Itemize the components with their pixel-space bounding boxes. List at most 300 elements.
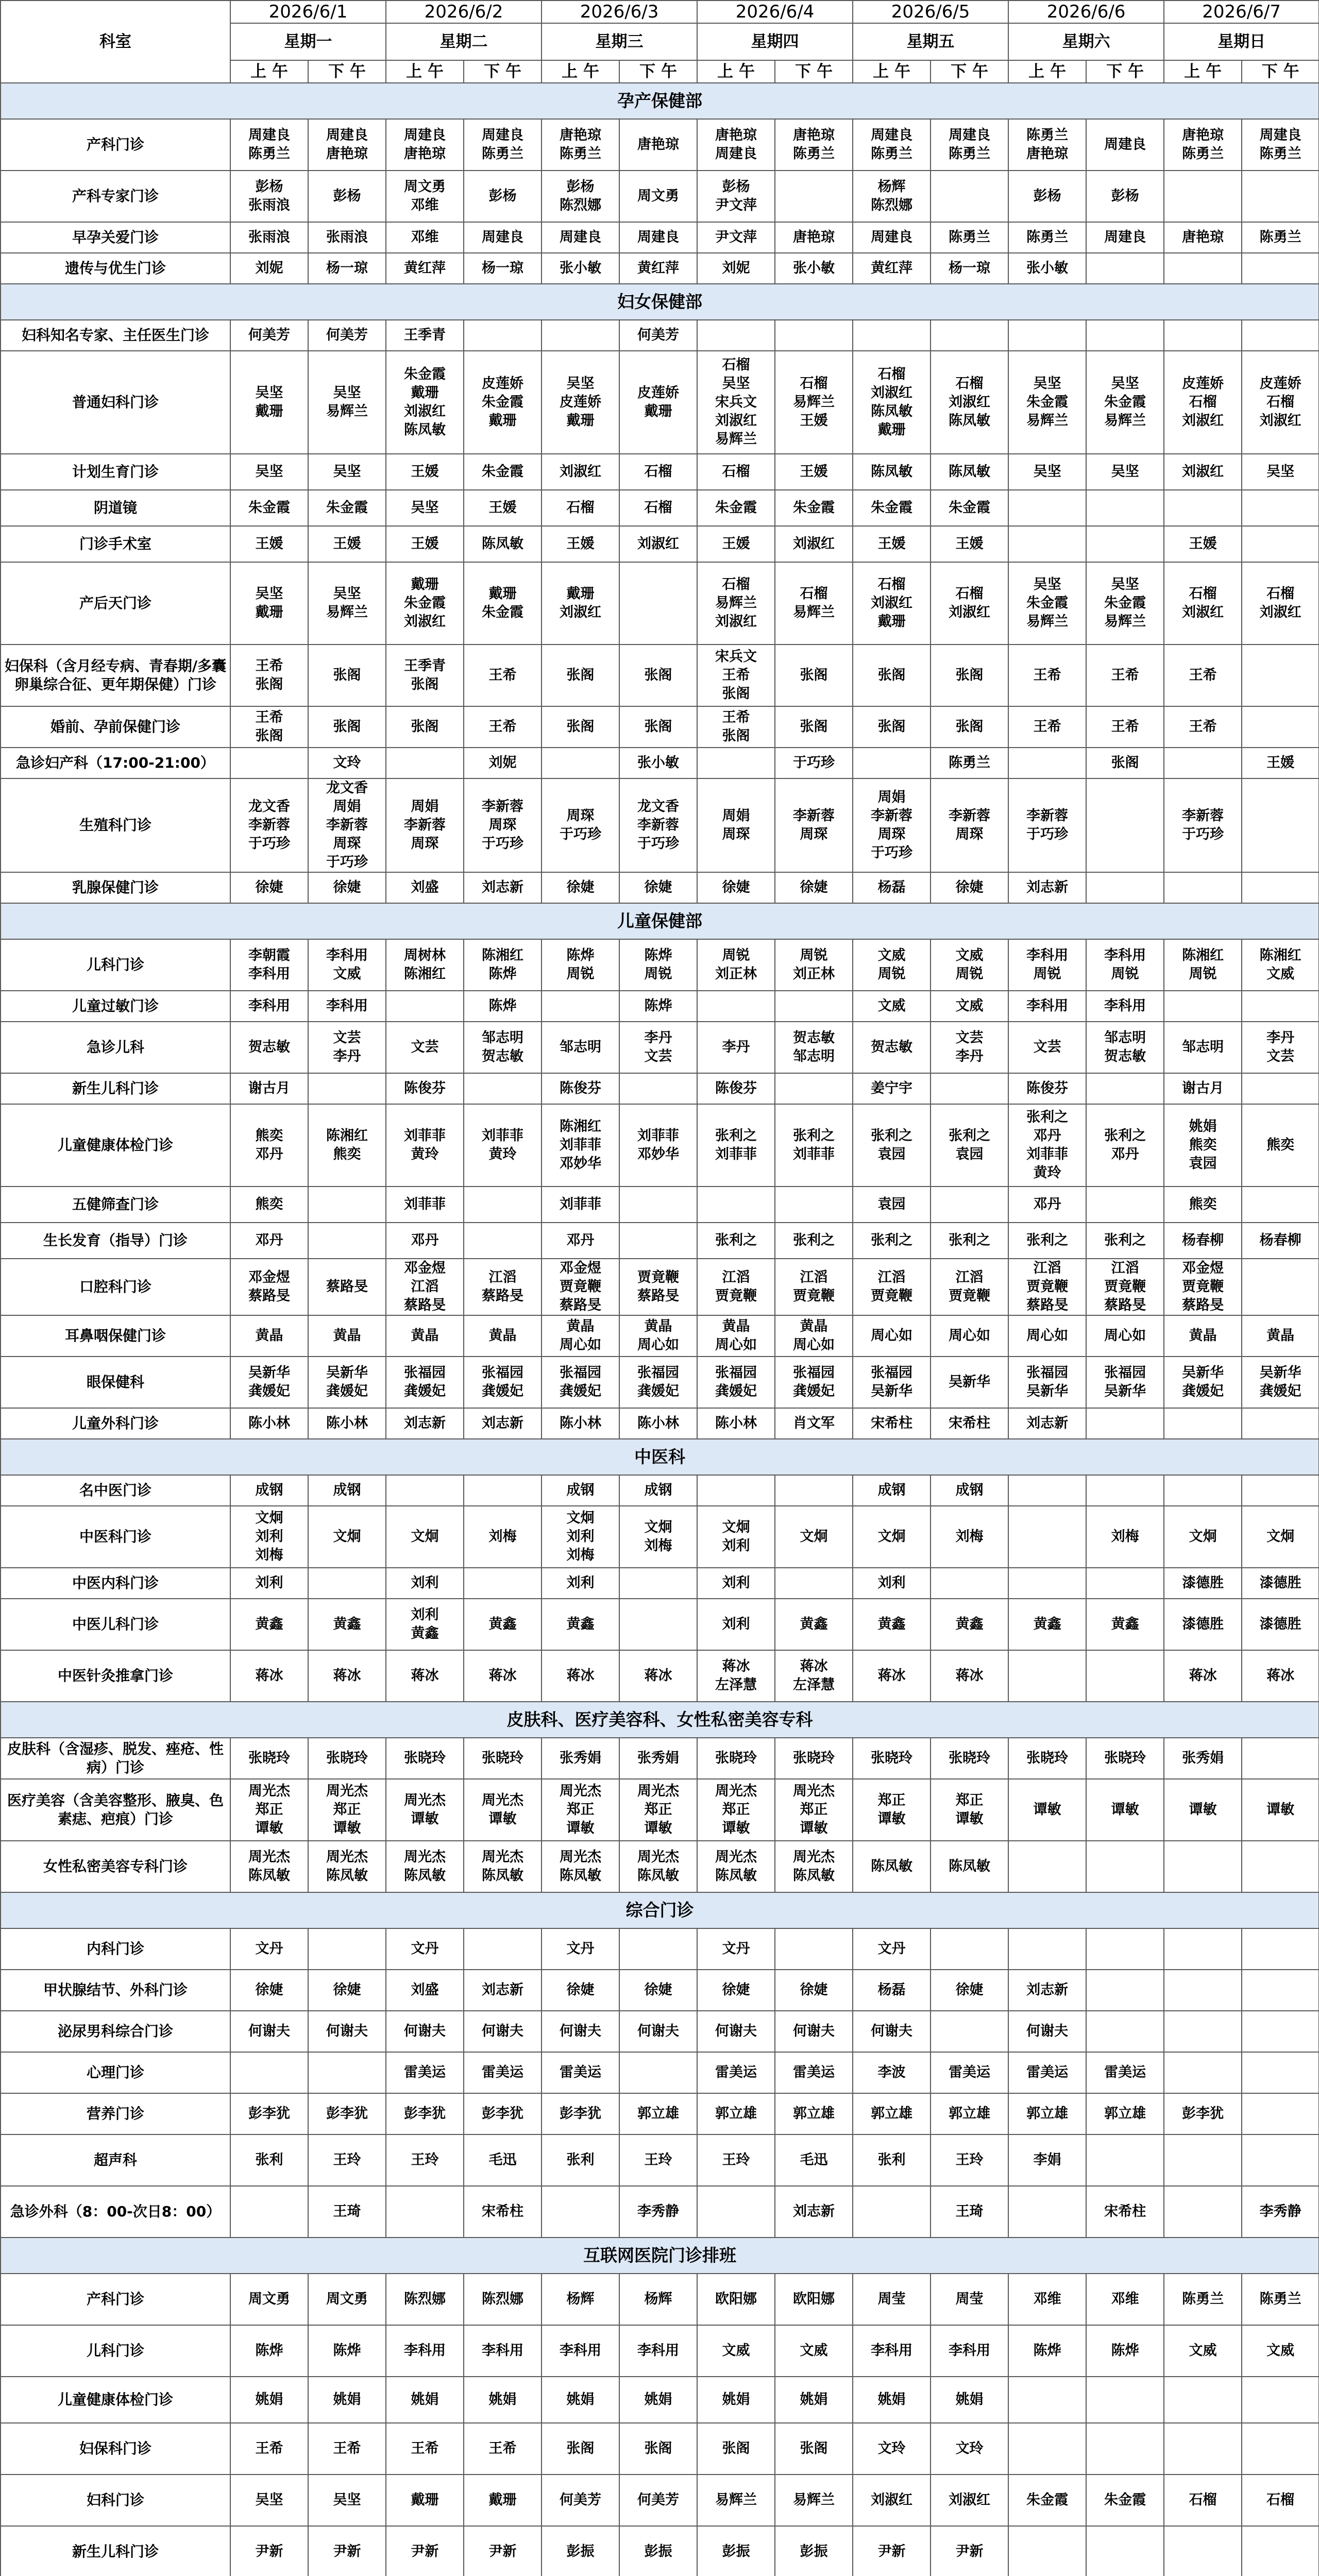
doctor-cell: 文玲	[931, 2423, 1008, 2475]
doctor-cell: 刘利	[230, 1568, 308, 1599]
doctor-cell: 吴坚 易辉兰	[308, 562, 386, 645]
doctor-cell: 刘志新	[1008, 872, 1086, 903]
doctor-cell	[308, 1568, 386, 1599]
doctor-cell	[1242, 171, 1319, 222]
doctor-cell: 邓金煜 贾竟鞭 蔡路旻	[542, 1259, 619, 1315]
doctor-cell: 戴珊	[464, 2475, 542, 2526]
doctor-cell: 刘志新	[775, 2186, 853, 2238]
doctor-cell: 徐婕	[619, 872, 697, 903]
pm-header: 下 午	[464, 60, 542, 83]
doctor-cell: 陈勇兰 唐艳琼	[1008, 119, 1086, 171]
doctor-cell: 石榴	[1242, 2475, 1319, 2526]
doctor-cell	[1008, 1506, 1086, 1568]
doctor-cell: 周光杰 陈凤敏	[619, 1841, 697, 1892]
doctor-cell: 张晓玲	[853, 1738, 931, 1779]
doctor-cell	[1242, 645, 1319, 706]
schedule-row	[1, 171, 1319, 222]
department-name: 妇保科（含月经专病、青春期/多囊卵巢综合征、更年期保健）门诊	[1, 645, 230, 706]
doctor-cell: 徐婕	[308, 872, 386, 903]
doctor-cell	[1242, 2526, 1319, 2576]
doctor-cell: 文芸	[1008, 1022, 1086, 1073]
doctor-cell: 尹文萍	[697, 222, 775, 253]
doctor-cell: 龙文香 周娟 李新蓉 周琛 于巧珍	[308, 778, 386, 872]
pm-header: 下 午	[1242, 60, 1319, 83]
doctor-cell: 张阁	[931, 706, 1008, 748]
doctor-cell	[1242, 1259, 1319, 1315]
section-title: 互联网医院门诊排班	[1, 2238, 1319, 2274]
doctor-cell: 熊奕	[230, 1187, 308, 1223]
schedule-row	[1, 2134, 1319, 2186]
doctor-cell: 何谢夫	[230, 2011, 308, 2052]
doctor-cell: 宋兵文 王希 张阁	[697, 645, 775, 706]
doctor-cell: 张利之	[697, 1223, 775, 1259]
doctor-cell: 陈烨 周锐	[542, 939, 619, 991]
doctor-cell: 黄晶	[1242, 1315, 1319, 1357]
doctor-cell: 于巧珍	[775, 748, 853, 778]
doctor-cell: 周文勇	[230, 2274, 308, 2325]
doctor-cell: 贺志敏 邹志明	[775, 1022, 853, 1073]
doctor-cell: 周心如	[1086, 1315, 1164, 1357]
doctor-cell: 张晓玲	[308, 1738, 386, 1779]
doctor-cell: 文炯 刘利	[697, 1506, 775, 1568]
doctor-cell: 王媛	[386, 454, 464, 490]
doctor-cell: 刘菲菲	[386, 1187, 464, 1223]
doctor-cell: 黄鑫	[1086, 1599, 1164, 1650]
doctor-cell: 谭敏	[1086, 1779, 1164, 1841]
doctor-cell	[1242, 2377, 1319, 2423]
department-name: 女性私密美容专科门诊	[1, 1841, 230, 1892]
doctor-cell: 朱金霞	[775, 490, 853, 526]
weekday-header: 星期五	[853, 23, 1008, 60]
department-name: 儿童健康体检门诊	[1, 2377, 230, 2423]
doctor-cell: 刘志新	[464, 872, 542, 903]
doctor-cell: 王希	[464, 706, 542, 748]
schedule-row	[1, 562, 1319, 645]
doctor-cell: 何谢夫	[619, 2011, 697, 2052]
doctor-cell	[1164, 1928, 1242, 1970]
doctor-cell: 江滔 贾竟鞭	[775, 1259, 853, 1315]
doctor-cell: 张晓玲	[230, 1738, 308, 1779]
doctor-cell: 周娟 李新蓉 周琛	[386, 778, 464, 872]
doctor-cell: 成钢	[931, 1475, 1008, 1506]
department-name: 妇科知名专家、主任医生门诊	[1, 320, 230, 351]
schedule-row	[1, 1475, 1319, 1506]
doctor-cell: 张利之	[775, 1223, 853, 1259]
doctor-cell: 吴新华	[931, 1357, 1008, 1408]
doctor-cell: 王媛	[697, 526, 775, 562]
department-name: 阴道镜	[1, 490, 230, 526]
doctor-cell	[1242, 872, 1319, 903]
weekday-header: 星期一	[230, 23, 386, 60]
doctor-cell	[775, 320, 853, 351]
weekday-header: 星期二	[386, 23, 542, 60]
doctor-cell	[1242, 320, 1319, 351]
date-header: 2026/6/4	[697, 1, 853, 23]
doctor-cell	[1086, 1650, 1164, 1702]
doctor-cell: 李科用	[619, 2325, 697, 2377]
doctor-cell: 郑正 谭敏	[853, 1779, 931, 1841]
doctor-cell: 文炯	[386, 1506, 464, 1568]
doctor-cell: 石榴	[619, 454, 697, 490]
schedule-row	[1, 2093, 1319, 2134]
date-header: 2026/6/2	[386, 1, 542, 23]
doctor-cell: 周莹	[853, 2274, 931, 2325]
doctor-cell: 文炯 刘利 刘梅	[542, 1506, 619, 1568]
doctor-cell: 徐婕	[697, 1970, 775, 2011]
doctor-cell: 陈烨	[1086, 2325, 1164, 2377]
doctor-cell	[464, 1928, 542, 1970]
doctor-cell: 朱金霞	[697, 490, 775, 526]
doctor-cell: 王媛	[931, 526, 1008, 562]
doctor-cell: 陈烨 周锐	[619, 939, 697, 991]
doctor-cell	[1242, 1408, 1319, 1439]
doctor-cell: 徐婕	[697, 872, 775, 903]
doctor-cell: 郭立雄	[619, 2093, 697, 2134]
doctor-cell	[697, 991, 775, 1022]
doctor-cell	[1086, 253, 1164, 284]
doctor-cell: 刘利	[697, 1568, 775, 1599]
doctor-cell: 宋希柱	[1086, 2186, 1164, 2238]
doctor-cell: 吴坚 朱金霞 易辉兰	[1008, 562, 1086, 645]
doctor-cell: 文炯	[1242, 1506, 1319, 1568]
doctor-cell: 吴坚	[1008, 454, 1086, 490]
doctor-cell	[1086, 778, 1164, 872]
doctor-cell: 王媛	[775, 454, 853, 490]
doctor-cell: 何谢夫	[464, 2011, 542, 2052]
doctor-cell	[775, 1187, 853, 1223]
schedule-row	[1, 1738, 1319, 1779]
doctor-cell: 彭振	[542, 2526, 619, 2576]
department-name: 中医儿科门诊	[1, 1599, 230, 1650]
am-header: 上 午	[230, 60, 308, 83]
doctor-cell: 陈凤敏	[853, 454, 931, 490]
doctor-cell: 张福园 吴新华	[1086, 1357, 1164, 1408]
doctor-cell: 文威	[853, 991, 931, 1022]
doctor-cell: 尹新	[386, 2526, 464, 2576]
department-name: 营养门诊	[1, 2093, 230, 2134]
am-header: 上 午	[697, 60, 775, 83]
doctor-cell	[853, 320, 931, 351]
doctor-cell: 周心如	[1008, 1315, 1086, 1357]
doctor-cell: 王希	[464, 645, 542, 706]
doctor-cell: 刘志新	[464, 1970, 542, 2011]
doctor-cell: 姚娟	[775, 2377, 853, 2423]
doctor-cell: 张晓玲	[697, 1738, 775, 1779]
doctor-cell: 朱金霞	[853, 490, 931, 526]
section-title: 妇女保健部	[1, 284, 1319, 320]
doctor-cell: 彭杨	[1086, 171, 1164, 222]
doctor-cell: 彭李犹	[1164, 2093, 1242, 2134]
doctor-cell	[1242, 1073, 1319, 1104]
doctor-cell: 尹新	[853, 2526, 931, 2576]
doctor-cell	[1008, 1841, 1086, 1892]
department-name: 儿童过敏门诊	[1, 991, 230, 1022]
doctor-cell: 周建良 陈勇兰	[230, 119, 308, 171]
doctor-cell: 文芸	[386, 1022, 464, 1073]
doctor-cell: 郭立雄	[853, 2093, 931, 2134]
doctor-cell: 刘淑红	[853, 2475, 931, 2526]
doctor-cell: 何美芳	[308, 320, 386, 351]
doctor-cell: 文炯	[853, 1506, 931, 1568]
am-header: 上 午	[853, 60, 931, 83]
doctor-cell: 石榴	[697, 454, 775, 490]
doctor-cell: 陈烨	[308, 2325, 386, 2377]
department-name: 门诊手术室	[1, 526, 230, 562]
department-name: 产科门诊	[1, 119, 230, 171]
doctor-cell: 谢古月	[1164, 1073, 1242, 1104]
doctor-cell: 周文勇	[619, 171, 697, 222]
doctor-cell: 陈俊芬	[386, 1073, 464, 1104]
doctor-cell: 杨春柳	[1242, 1223, 1319, 1259]
doctor-cell: 刘志新	[464, 1408, 542, 1439]
doctor-cell: 张阁	[853, 645, 931, 706]
doctor-cell: 刘淑红	[542, 454, 619, 490]
doctor-cell: 文炯	[308, 1506, 386, 1568]
doctor-cell	[1242, 1475, 1319, 1506]
doctor-cell	[931, 1568, 1008, 1599]
date-header: 2026/6/7	[1164, 1, 1319, 23]
doctor-cell	[464, 1187, 542, 1223]
doctor-cell: 蒋冰	[1242, 1650, 1319, 1702]
doctor-cell: 周锐 刘正林	[775, 939, 853, 991]
doctor-cell: 陈小林	[230, 1408, 308, 1439]
doctor-cell: 张福园 龚媛妃	[697, 1357, 775, 1408]
doctor-cell	[1164, 320, 1242, 351]
doctor-cell: 熊奕	[1164, 1187, 1242, 1223]
date-header: 2026/6/3	[542, 1, 697, 23]
pm-header: 下 午	[308, 60, 386, 83]
doctor-cell: 刘菲菲 黄玲	[386, 1104, 464, 1187]
doctor-cell: 王媛	[1242, 748, 1319, 778]
doctor-cell: 朱金霞	[230, 490, 308, 526]
pm-header: 下 午	[931, 60, 1008, 83]
doctor-cell: 谢古月	[230, 1073, 308, 1104]
doctor-cell: 李新蓉 周琛 于巧珍	[464, 778, 542, 872]
doctor-cell: 文玲	[853, 2423, 931, 2475]
doctor-cell: 王希	[1086, 706, 1164, 748]
doctor-cell: 何谢夫	[1008, 2011, 1086, 2052]
department-name: 婚前、孕前保健门诊	[1, 706, 230, 748]
doctor-cell: 蒋冰	[853, 1650, 931, 1702]
doctor-cell: 李科用 文威	[308, 939, 386, 991]
doctor-cell	[775, 171, 853, 222]
doctor-cell: 宋希柱	[931, 1408, 1008, 1439]
doctor-cell: 邹志明	[542, 1022, 619, 1073]
doctor-cell: 陈烨	[1008, 2325, 1086, 2377]
doctor-cell: 谭敏	[1242, 1779, 1319, 1841]
doctor-cell: 欧阳娜	[697, 2274, 775, 2325]
doctor-cell: 黄鑫	[931, 1599, 1008, 1650]
doctor-cell: 张晓玲	[1086, 1738, 1164, 1779]
doctor-cell: 陈烨	[230, 2325, 308, 2377]
doctor-cell: 王玲	[619, 2134, 697, 2186]
doctor-cell: 李波	[853, 2052, 931, 2093]
department-name: 五健筛查门诊	[1, 1187, 230, 1223]
doctor-cell: 江滔 蔡路旻	[464, 1259, 542, 1315]
doctor-cell: 尹新	[308, 2526, 386, 2576]
doctor-cell	[1008, 490, 1086, 526]
department-name: 泌尿男科综合门诊	[1, 2011, 230, 2052]
doctor-cell: 石榴 刘淑红	[1242, 562, 1319, 645]
doctor-cell: 徐婕	[230, 1970, 308, 2011]
weekday-header: 星期三	[542, 23, 697, 60]
doctor-cell: 贾竟鞭 蔡路旻	[619, 1259, 697, 1315]
doctor-cell: 吴坚	[230, 2475, 308, 2526]
doctor-cell	[1008, 1568, 1086, 1599]
doctor-cell: 周光杰 陈凤敏	[308, 1841, 386, 1892]
doctor-cell	[1164, 253, 1242, 284]
doctor-cell: 徐婕	[230, 872, 308, 903]
schedule-row	[1, 454, 1319, 490]
doctor-cell: 蒋冰	[386, 1650, 464, 1702]
doctor-cell: 皮莲娇 朱金霞 戴珊	[464, 351, 542, 454]
doctor-cell	[931, 1187, 1008, 1223]
doctor-cell	[1008, 320, 1086, 351]
schedule-row	[1, 1187, 1319, 1223]
doctor-cell: 雷美运	[1086, 2052, 1164, 2093]
doctor-cell: 雷美运	[697, 2052, 775, 2093]
doctor-cell: 何谢夫	[775, 2011, 853, 2052]
doctor-cell	[464, 1073, 542, 1104]
department-name: 早孕关爱门诊	[1, 222, 230, 253]
doctor-cell: 文丹	[542, 1928, 619, 1970]
doctor-cell: 文炯	[1164, 1506, 1242, 1568]
department-name: 中医内科门诊	[1, 1568, 230, 1599]
doctor-cell: 雷美运	[464, 2052, 542, 2093]
doctor-cell: 王玲	[386, 2134, 464, 2186]
doctor-cell: 黄晶 周心如	[542, 1315, 619, 1357]
doctor-cell	[386, 748, 464, 778]
schedule-row	[1, 2526, 1319, 2576]
doctor-cell: 陈烈娜	[386, 2274, 464, 2325]
doctor-cell: 周光杰 郑正 谭敏	[697, 1779, 775, 1841]
doctor-cell: 王希	[1164, 645, 1242, 706]
doctor-cell	[1164, 2186, 1242, 2238]
doctor-cell: 周建良 陈勇兰	[931, 119, 1008, 171]
schedule-row	[1, 2011, 1319, 2052]
schedule-row	[1, 1928, 1319, 1970]
doctor-cell: 张利之 刘菲菲	[697, 1104, 775, 1187]
doctor-cell: 杨一琼	[931, 253, 1008, 284]
doctor-cell	[1242, 490, 1319, 526]
doctor-cell: 刘淑红	[1164, 454, 1242, 490]
doctor-cell: 蒋冰	[1164, 1650, 1242, 1702]
doctor-cell: 黄晶	[230, 1315, 308, 1357]
schedule-row	[1, 1568, 1319, 1599]
doctor-cell: 张利之	[853, 1223, 931, 1259]
doctor-cell: 彭振	[619, 2526, 697, 2576]
doctor-cell	[1242, 991, 1319, 1022]
doctor-cell: 蔡路旻	[308, 1259, 386, 1315]
doctor-cell	[619, 1187, 697, 1223]
doctor-cell: 朱金霞	[1008, 2475, 1086, 2526]
doctor-cell: 戴珊 朱金霞 刘淑红	[386, 562, 464, 645]
doctor-cell	[1164, 2011, 1242, 2052]
doctor-cell: 杨一琼	[308, 253, 386, 284]
doctor-cell: 成钢	[853, 1475, 931, 1506]
doctor-cell: 陈湘红 熊奕	[308, 1104, 386, 1187]
doctor-cell: 周建良	[1086, 119, 1164, 171]
doctor-cell: 徐婕	[931, 872, 1008, 903]
doctor-cell: 陈勇兰	[931, 222, 1008, 253]
doctor-cell: 吴新华 龚媛妃	[1242, 1357, 1319, 1408]
doctor-cell: 李新蓉 于巧珍	[1164, 778, 1242, 872]
doctor-cell: 成钢	[308, 1475, 386, 1506]
section-title: 中医科	[1, 1439, 1319, 1475]
section-title: 综合门诊	[1, 1892, 1319, 1928]
doctor-cell: 江滔 贾竟鞭	[853, 1259, 931, 1315]
doctor-cell: 李科用 周锐	[1086, 939, 1164, 991]
doctor-cell: 文威 周锐	[931, 939, 1008, 991]
doctor-cell: 石榴 吴坚 宋兵文 刘淑红 易辉兰	[697, 351, 775, 454]
doctor-cell: 王媛	[1164, 526, 1242, 562]
doctor-cell: 刘菲菲 邓妙华	[619, 1104, 697, 1187]
doctor-cell	[931, 171, 1008, 222]
doctor-cell	[308, 1928, 386, 1970]
doctor-cell	[853, 748, 931, 778]
doctor-cell	[1086, 490, 1164, 526]
doctor-cell: 邹志明	[1164, 1022, 1242, 1073]
doctor-cell: 彭杨	[464, 171, 542, 222]
doctor-cell: 周光杰 陈凤敏	[775, 1841, 853, 1892]
doctor-cell: 周心如	[853, 1315, 931, 1357]
department-name: 妇保科门诊	[1, 2423, 230, 2475]
doctor-cell: 李科用	[931, 2325, 1008, 2377]
doctor-cell	[464, 1568, 542, 1599]
doctor-cell: 徐婕	[308, 1970, 386, 2011]
schedule-row	[1, 2186, 1319, 2238]
schedule-row	[1, 1779, 1319, 1841]
doctor-cell: 张晓玲	[931, 1738, 1008, 1779]
doctor-cell: 张利之	[1086, 1223, 1164, 1259]
doctor-cell: 肖文军	[775, 1408, 853, 1439]
doctor-cell: 雷美运	[542, 2052, 619, 2093]
doctor-cell: 姚娟 熊奕 袁园	[1164, 1104, 1242, 1187]
department-name: 计划生育门诊	[1, 454, 230, 490]
doctor-cell	[1242, 1738, 1319, 1779]
schedule-row	[1, 351, 1319, 454]
doctor-cell: 刘志新	[1008, 1408, 1086, 1439]
doctor-cell: 周建良	[1086, 222, 1164, 253]
doctor-cell: 王媛	[464, 490, 542, 526]
doctor-cell: 王希	[1008, 706, 1086, 748]
doctor-cell: 刘妮	[464, 748, 542, 778]
schedule-row	[1, 2325, 1319, 2377]
doctor-cell: 徐婕	[775, 1970, 853, 2011]
doctor-cell: 徐婕	[775, 872, 853, 903]
doctor-cell	[1008, 1650, 1086, 1702]
doctor-cell	[386, 2186, 464, 2238]
doctor-cell: 姚娟	[464, 2377, 542, 2423]
doctor-cell: 张阁	[697, 2423, 775, 2475]
doctor-cell: 李娟	[1008, 2134, 1086, 2186]
doctor-cell: 陈俊芬	[697, 1073, 775, 1104]
department-name: 心理门诊	[1, 2052, 230, 2093]
doctor-cell: 姚娟	[931, 2377, 1008, 2423]
doctor-cell: 文丹	[853, 1928, 931, 1970]
doctor-cell: 张阁	[386, 706, 464, 748]
doctor-cell: 张福园 吴新华	[853, 1357, 931, 1408]
doctor-cell	[542, 748, 619, 778]
doctor-cell: 尹新	[230, 2526, 308, 2576]
doctor-cell: 李丹 文芸	[619, 1022, 697, 1073]
doctor-cell: 张阁	[542, 645, 619, 706]
doctor-cell: 张福园 龚媛妃	[619, 1357, 697, 1408]
schedule-row	[1, 1357, 1319, 1408]
doctor-cell: 张利之 邓丹	[1086, 1104, 1164, 1187]
doctor-cell: 张小敏	[775, 253, 853, 284]
doctor-cell: 戴珊 刘淑红	[542, 562, 619, 645]
